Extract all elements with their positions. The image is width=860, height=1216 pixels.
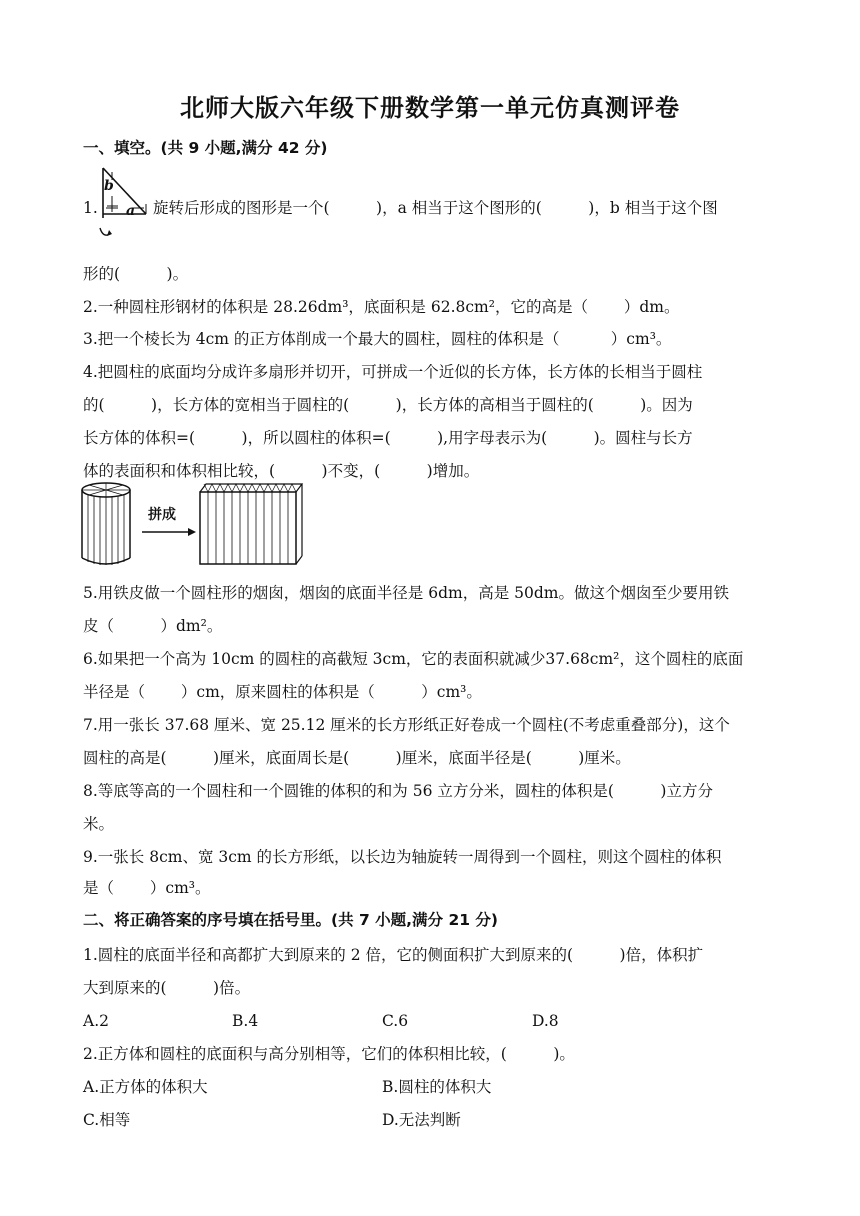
q5-line-2: 皮（ ）dm²。 bbox=[83, 617, 223, 635]
cylinder-icon bbox=[82, 483, 130, 565]
q3-text: 3.把一个棱长为 4cm 的正方体削成一个最大的圆柱，圆柱的体积是（ ）cm³。 bbox=[83, 330, 672, 348]
q8-line-2: 米。 bbox=[83, 815, 115, 833]
s2-q1-line-1: 1.圆柱的底面半径和高都扩大到原来的 2 倍，它的侧面积扩大到原来的( )倍，体积扩 bbox=[83, 946, 704, 964]
q9-line-1: 9.一张长 8cm、宽 3cm 的长方形纸，以长边为轴旋转一周得到一个圆柱，则这个圆柱的体积 bbox=[83, 848, 722, 866]
q4-line-1: 4.把圆柱的底面均分成许多扇形并切开，可拼成一个近似的长方体，长方体的长相当于圆柱 bbox=[83, 363, 703, 381]
s2-q2-line-1: 2.正方体和圆柱的底面积与高分别相等，它们的体积相比较，( )。 bbox=[83, 1045, 575, 1063]
cylinder-to-prism-figure bbox=[80, 480, 310, 568]
q7-line-2: 圆柱的高是( )厘米，底面周长是( )厘米，底面半径是( )厘米。 bbox=[83, 749, 631, 767]
q4-line-2: 的( )，长方体的宽相当于圆柱的( )，长方体的高相当于圆柱的( )。因为 bbox=[83, 396, 693, 414]
s2-q1-option-a[interactable]: A.2 bbox=[83, 1012, 109, 1030]
q1-number: 1. bbox=[83, 199, 98, 217]
q1-line-1: 旋转后形成的图形是一个( )，a 相当于这个图形的( )，b 相当于这个图 bbox=[153, 199, 718, 217]
s2-q2-option-a[interactable]: A.正方体的体积大 bbox=[83, 1078, 208, 1096]
q5-line-1: 5.用铁皮做一个圆柱形的烟囱，烟囱的底面半径是 6dm，高是 50dm。做这个烟囱至少要用铁 bbox=[83, 584, 729, 602]
q2-text: 2.一种圆柱形钢材的体积是 28.26dm³，底面积是 62.8cm²，它的高是（ ）dm。 bbox=[83, 298, 680, 316]
s2-q1-line-2: 大到原来的( )倍。 bbox=[83, 979, 251, 997]
q6-line-1: 6.如果把一个高为 10cm 的圆柱的高截短 3cm，它的表面积就减少37.68cm²，这个圆柱的底面 bbox=[83, 650, 744, 668]
s2-q2-option-c[interactable]: C.相等 bbox=[83, 1111, 131, 1129]
section-2-heading: 二、将正确答案的序号填在括号里。(共 7 小题,满分 21 分) bbox=[83, 911, 498, 929]
s2-q2-option-b[interactable]: B.圆柱的体积大 bbox=[382, 1078, 492, 1096]
q4-line-3: 长方体的体积=( )，所以圆柱的体积=( ),用字母表示为( )。圆柱与长方 bbox=[83, 429, 693, 447]
q7-line-1: 7.用一张长 37.68 厘米、宽 25.12 厘米的长方形纸正好卷成一个圆柱(不考虑重叠部分)，这个 bbox=[83, 716, 730, 734]
triangle-label-a: a bbox=[126, 203, 136, 219]
s2-q2-option-d[interactable]: D.无法判断 bbox=[382, 1111, 461, 1129]
page-title: 北师大版六年级下册数学第一单元仿真测评卷 bbox=[180, 94, 680, 122]
figure-label-pincheng: 拼成 bbox=[148, 507, 176, 523]
q6-line-2: 半径是（ ）cm，原来圆柱的体积是（ ）cm³。 bbox=[83, 683, 482, 701]
s2-q1-option-d[interactable]: D.8 bbox=[532, 1012, 559, 1030]
arrow-icon bbox=[142, 528, 196, 536]
s2-q1-option-c[interactable]: C.6 bbox=[382, 1012, 409, 1030]
prism-icon bbox=[200, 484, 302, 564]
section-1-heading: 一、填空。(共 9 小题,满分 42 分) bbox=[83, 139, 328, 157]
q9-line-2: 是（ ）cm³。 bbox=[83, 879, 211, 897]
triangle-label-b: b bbox=[104, 178, 114, 194]
s2-q1-option-b[interactable]: B.4 bbox=[232, 1012, 259, 1030]
q4-line-4: 体的表面积和体积相比较，( )不变，( )增加。 bbox=[83, 462, 480, 480]
q1-line-2: 形的( )。 bbox=[83, 265, 189, 283]
q8-line-1: 8.等底等高的一个圆柱和一个圆锥的体积的和为 56 立方分米，圆柱的体积是( )立方分 bbox=[83, 782, 713, 800]
